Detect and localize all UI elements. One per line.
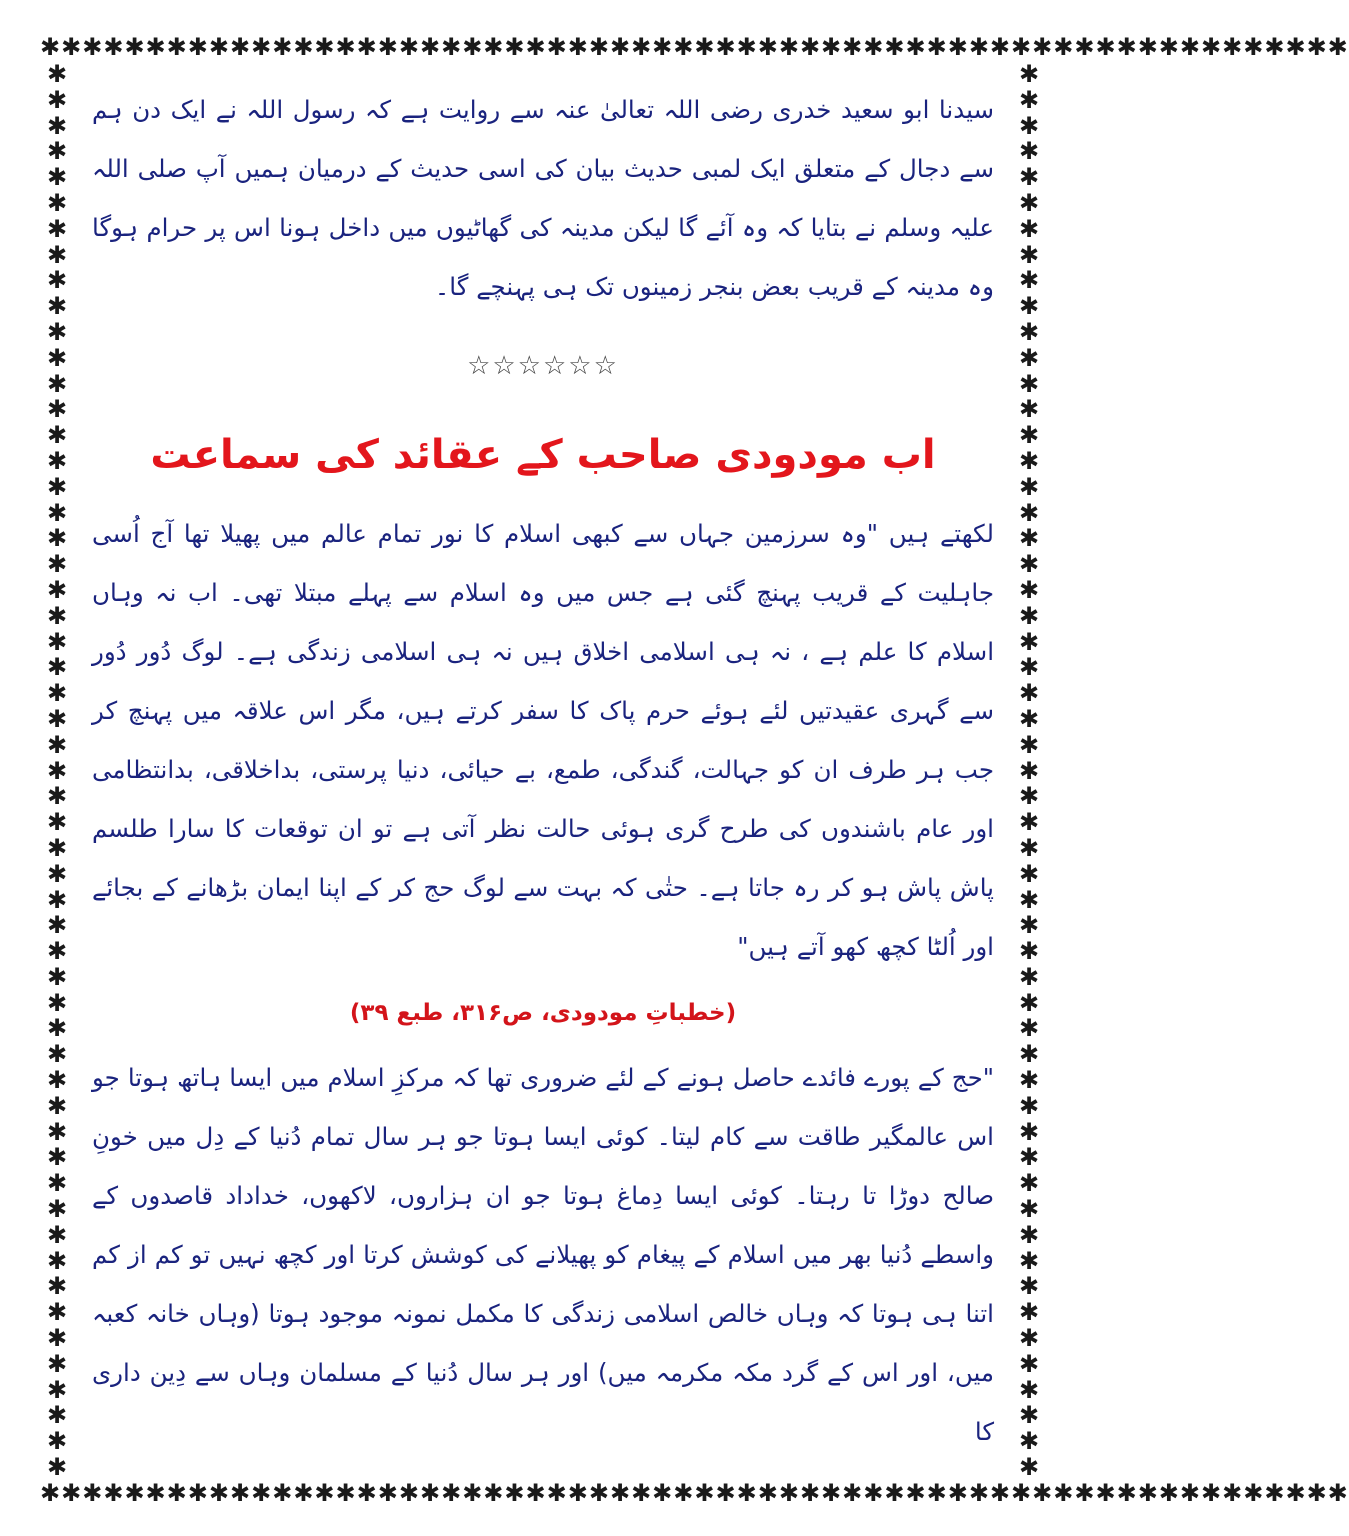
top-star-border: ✱✱✱✱✱✱✱✱✱✱✱✱✱✱✱✱✱✱✱✱✱✱✱✱✱✱✱✱✱✱✱✱✱✱✱✱✱✱✱✱✱✱✱✱✱✱✱✱✱✱✱✱✱✱✱✱✱✱✱✱✱✱ <box>40 33 1349 61</box>
star-separator: ☆☆☆☆☆☆ <box>467 351 619 381</box>
left-star-border: ✱ ✱ ✱ ✱ ✱ ✱ ✱ ✱ ✱ ✱ ✱ ✱ ✱ ✱ ✱ ✱ ✱ ✱ ✱ ✱ ✱ ✱ ✱ ✱ ✱ ✱ ✱ ✱ ✱ ✱ ✱ ✱ ✱ ✱ ✱ ✱ ✱ ✱ ✱ ✱ ✱ ✱ ✱ ✱ ✱ ✱ ✱ ✱ ✱ ✱ ✱ ✱ ✱ ✱ ✱ <box>46 60 68 1482</box>
page-content <box>92 80 994 1470</box>
quote-paragraph: لکھتے ہیں "وہ سرزمین جہاں سے کبھی اسلام کا نور تمام عالم میں پھیلا تھا آج اُسی جاہلیت کے قریب پہنچ گئی ہے جس میں وہ اسلام سے پہلے مبتلا تھی۔ اب نہ وہاں اسلام کا علم ہے ، نہ ہی اسلامی اخلاق ہیں نہ ہی اسلامی زندگی ہے۔ لوگ دُور دُور سے گہری عقیدتیں لئے ہوئے حرم پاک کا سفر کرتے ہیں، مگر اس علاقہ میں پہنچ کر جب ہر طرف ان کو جہالت، گندگی، طمع، بے حیائی، دنیا پرستی، بداخلاقی، بدانتظامی اور عام باشندوں کی طرح گری ہوئی حالت نظر آتی ہے تو ان توقعات کا سارا طلسم پاش پاش ہو کر رہ جاتا ہے۔ حتٰی کہ بہت سے لوگ حج کر کے اپنا ایمان بڑھانے کے بجائے اور اُلٹا کچھ کھو آتے ہیں" <box>92 519 994 961</box>
right-star-border: ✱ ✱ ✱ ✱ ✱ ✱ ✱ ✱ ✱ ✱ ✱ ✱ ✱ ✱ ✱ ✱ ✱ ✱ ✱ ✱ ✱ ✱ ✱ ✱ ✱ ✱ ✱ ✱ ✱ ✱ ✱ ✱ ✱ ✱ ✱ ✱ ✱ ✱ ✱ ✱ ✱ ✱ ✱ ✱ ✱ ✱ ✱ ✱ ✱ ✱ ✱ ✱ ✱ ✱ ✱ <box>1018 60 1040 1482</box>
bottom-star-border: ✱✱✱✱✱✱✱✱✱✱✱✱✱✱✱✱✱✱✱✱✱✱✱✱✱✱✱✱✱✱✱✱✱✱✱✱✱✱✱✱✱✱✱✱✱✱✱✱✱✱✱✱✱✱✱✱✱✱✱✱✱✱ <box>40 1479 1349 1507</box>
section-heading: اب مودودی صاحب کے عقائد کی سماعت <box>150 432 936 478</box>
hadith-paragraph: سیدنا ابو سعید خدری رضی اللہ تعالیٰ عنہ سے روایت ہے کہ رسول اللہ نے ایک دن ہم سے دجال کے متعلق ایک لمبی حدیث بیان کی اسی حدیث کے درمیان ہمیں آپ صلی اللہ علیہ وسلم نے بتایا کہ وہ آئے گا لیکن مدینہ کی گھاٹیوں میں داخل ہونا اس پر حرام ہوگا وہ مدینہ کے قریب بعض بنجر زمینوں تک ہی پہنچے گا۔ <box>92 95 994 301</box>
hajj-paragraph: "حج کے پورے فائدے حاصل ہونے کے لئے ضروری تھا کہ مرکزِ اسلام میں ایسا ہاتھ ہوتا جو اس عالمگیر طاقت سے کام لیتا۔ کوئی ایسا ہوتا جو ہر سال تمام دُنیا کے دِل میں خونِ صالح دوڑا تا رہتا۔ کوئی ایسا دِماغ ہوتا جو ان ہزاروں، لاکھوں، خداداد قاصدوں کے واسطے دُنیا بھر میں اسلام کے پیغام کو پھیلانے کی کوشش کرتا اور کچھ نہیں تو کم از کم اتنا ہی ہوتا کہ وہاں خالص اسلامی زندگی کا مکمل نمونہ موجود ہوتا (وہاں خانہ کعبہ میں، اور اس کے گرد مکہ مکرمہ میں) اور ہر سال دُنیا کے مسلمان وہاں سے دِین داری کا <box>92 1063 994 1446</box>
citation: (خطباتِ مودودی، ص۳۱۶، طبع ۳۹) <box>349 1000 737 1026</box>
